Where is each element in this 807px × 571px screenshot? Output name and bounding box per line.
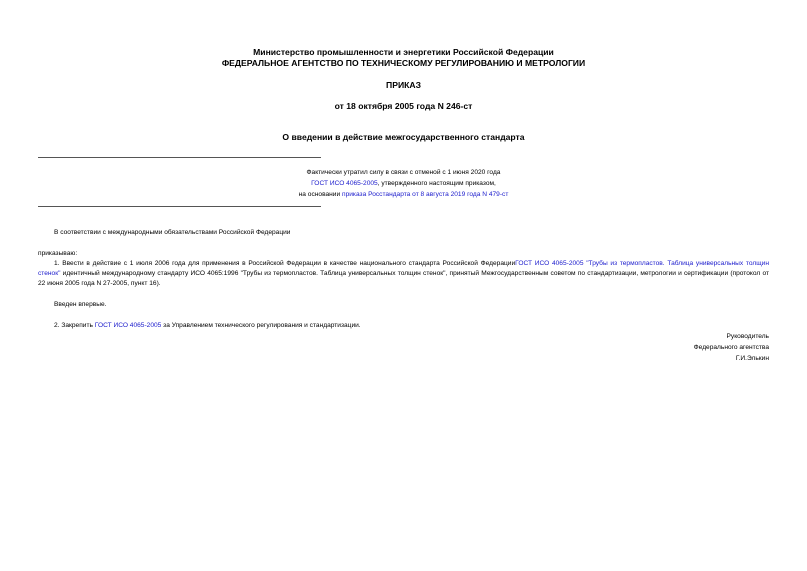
document-type: ПРИКАЗ <box>386 80 421 90</box>
signature-name: Г.И.Элькин <box>735 355 769 362</box>
gost-title-link[interactable]: ГОСТ ИСО 4065-2005 "Трубы из термопластов. Таблица универсальных толщин стенок" <box>38 260 769 277</box>
item-1-paragraph <box>38 259 769 289</box>
status-note-line1: Фактически утратил силу в связи с отменой с 1 июня 2020 года <box>306 169 501 176</box>
intro-paragraph: В соответствии с международными обязательствами Российской Федерации <box>54 229 291 236</box>
rosstandart-order-link[interactable]: приказа Росстандарта от 8 августа 2019 года N 479-ст <box>342 191 509 198</box>
item-1-text-a: 1. Ввести в действие с 1 июля 2006 года для применения в Российской Федерации в качестве национального стандарта Российской Федерации <box>54 260 516 267</box>
item-1-text-b: идентичный международному стандарту ИСО 4065:1996 "Трубы из термопластов. Таблица универсальных толщин стенок", принятый Межгосударственным советом по стандартизации, метрологии и сертификации (протокол от 22 июня 2005 года N 27-2005, пункт 16). <box>38 270 769 287</box>
signature-line1: Руководитель <box>726 333 769 340</box>
gost-link[interactable]: ГОСТ ИСО 4065-2005 <box>311 180 378 187</box>
item-2-text-b: за Управлением технического регулирования и стандартизации. <box>161 322 361 329</box>
status-note-line3 <box>0 189 807 200</box>
agency-name: ФЕДЕРАЛЬНОЕ АГЕНТСТВО ПО ТЕХНИЧЕСКОМУ РЕГУЛИРОВАНИЮ И МЕТРОЛОГИИ <box>221 58 586 68</box>
ministry-name: Министерство промышленности и энергетики Российской Федерации <box>253 47 554 57</box>
order-word: приказываю: <box>38 250 78 257</box>
gost-link-2[interactable]: ГОСТ ИСО 4065-2005 <box>94 322 162 329</box>
top-divider <box>38 157 321 158</box>
document-date-number: от 18 октября 2005 года N 246-ст <box>334 101 473 111</box>
introduced-first-time: Введен впервые. <box>54 301 107 308</box>
status-note-line3-text: на основании <box>298 191 343 198</box>
signature-line2: Федерального агентства <box>693 344 769 351</box>
item-2-text-a: 2. Закрепить <box>54 322 95 329</box>
bottom-divider <box>38 206 321 207</box>
item-2-paragraph <box>54 321 361 331</box>
status-note-line2-text: , утвержденного настоящим приказом, <box>377 180 496 187</box>
status-note-line2 <box>0 178 807 189</box>
document-title: О введении в действие межгосударственного стандарта <box>282 132 525 142</box>
